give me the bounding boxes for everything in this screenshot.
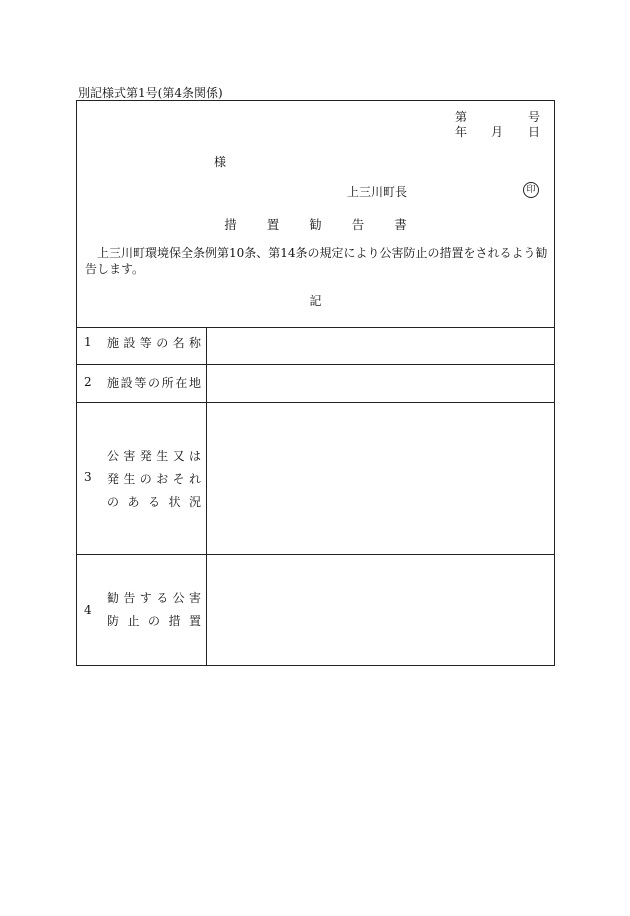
title-char: 告 [351, 217, 365, 232]
notice-form [76, 100, 555, 666]
seal-mark: 印 [523, 182, 539, 198]
facility-location-field[interactable] [207, 365, 554, 402]
table-row [77, 365, 554, 403]
issuer-name: 上三川町長 [347, 185, 408, 199]
facility-name-field[interactable] [207, 327, 554, 364]
row-label-line: のある状況 [107, 495, 201, 509]
row-label-line: 施設等の名称 [107, 336, 201, 350]
row-label [107, 445, 201, 514]
notice-body-text: 上三川町環境保全条例第10条、第14条の規定により公害防止の措置をされるよう勧告します。 [85, 246, 548, 276]
title-char: 書 [394, 217, 407, 232]
title-char: 措 [224, 217, 237, 232]
table-row [77, 327, 554, 365]
row-label-cell [77, 365, 207, 402]
row-label [107, 587, 201, 633]
row-label-line: 防止の措置 [107, 614, 201, 628]
date-year-label: 年 [455, 125, 468, 139]
form-header [77, 101, 554, 328]
document-title [77, 215, 554, 233]
row-number: 1 [84, 335, 92, 349]
row-number: 2 [84, 375, 92, 389]
row-number: 4 [84, 603, 92, 617]
document-number-suffix: 号 [528, 110, 541, 124]
date-month-label: 月 [491, 125, 504, 139]
table-row [77, 403, 554, 555]
row-label-line: 発生のおそれ [107, 472, 201, 486]
row-label-line: 勧告する公害 [107, 591, 201, 605]
pollution-status-field[interactable] [207, 403, 554, 554]
title-char: 置 [266, 217, 280, 232]
row-label-line: 公害発生又は [107, 449, 201, 463]
row-label [107, 375, 201, 391]
row-label-line: 施設等の所在地 [107, 376, 201, 390]
ki-heading: 記 [309, 294, 322, 308]
row-number: 3 [84, 470, 92, 484]
document-number-prefix: 第 [455, 110, 468, 124]
row-label-cell [77, 403, 207, 554]
table-row [77, 555, 554, 665]
title-char: 勧 [309, 217, 322, 232]
addressee-honorific: 様 [214, 155, 227, 169]
row-label [107, 335, 201, 351]
form-number-label: 別記様式第1号(第4条関係) [78, 86, 223, 100]
row-label-cell [77, 327, 207, 364]
date-day-label: 日 [528, 125, 541, 139]
prevention-measures-field[interactable] [207, 555, 554, 665]
row-label-cell [77, 555, 207, 665]
